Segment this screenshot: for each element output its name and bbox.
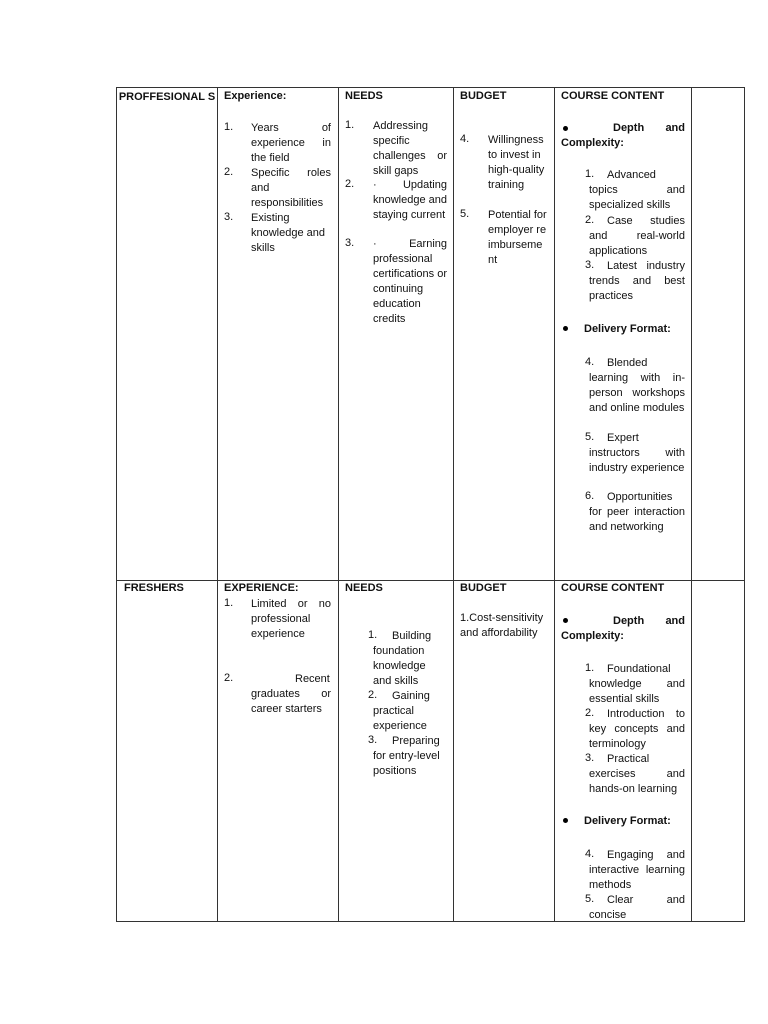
delivery-item: Engaging and interactive learning methods: [589, 849, 685, 891]
item-number: 1.: [224, 597, 234, 609]
depth-complexity-label: Depth and Complexity:: [561, 122, 685, 149]
depth-item: Case studies and real-world applications: [589, 215, 685, 257]
column-divider: [691, 87, 692, 922]
item-number: 1.: [585, 662, 595, 674]
segment-name: FRESHERS: [124, 582, 184, 594]
item-number: 2.: [585, 214, 595, 226]
item-number: 2.: [585, 707, 595, 719]
table-border-left: [116, 87, 117, 922]
delivery-item: Opportunities for peer interaction and networking: [589, 491, 685, 533]
depth-complexity-label: Depth and Complexity:: [561, 615, 685, 642]
needs-item: Gaining practical experience: [373, 690, 430, 732]
experience-item: Limited or no professional experience: [251, 598, 331, 640]
item-number: 5.: [585, 893, 595, 905]
item-number: 3.: [585, 259, 595, 271]
item-number: 2.: [224, 166, 234, 178]
depth-item: Advanced topics and specialized skills: [589, 169, 685, 211]
delivery-item: Blended learning with in-person workshops and online modules: [589, 357, 685, 414]
bullet-icon: [563, 326, 568, 331]
course-content-header: COURSE CONTENT: [561, 582, 665, 594]
course-content-header: COURSE CONTENT: [561, 90, 665, 102]
experience-item: Specific roles and responsibilities: [251, 167, 331, 209]
bullet-icon: [563, 818, 568, 823]
column-divider: [217, 87, 218, 922]
column-divider: [554, 87, 555, 922]
item-number: 6.: [585, 490, 595, 502]
budget-header: BUDGET: [460, 582, 507, 594]
budget-item: Potential for employer reimbursement: [488, 209, 547, 266]
item-number: 2.: [224, 672, 234, 684]
depth-item: Latest industry trends and best practices: [589, 260, 685, 302]
experience-item: Recent graduates or career starters: [251, 673, 331, 715]
item-number: 4.: [585, 356, 595, 368]
column-divider: [453, 87, 454, 922]
needs-item: Addressing specific challenges or skill gaps: [373, 120, 447, 177]
item-number: 1.: [585, 168, 595, 180]
item-number: 2.: [368, 689, 378, 701]
budget-item: Willingness to invest in high-quality training: [488, 134, 545, 191]
item-number: 2.: [345, 178, 355, 190]
delivery-item: Expert instructors with industry experience: [589, 432, 685, 474]
needs-header: NEEDS: [345, 90, 383, 102]
item-number: 4.: [585, 848, 595, 860]
table-row-divider: [116, 580, 745, 581]
item-number: 3.: [224, 211, 234, 223]
experience-header: EXPERIENCE:: [224, 582, 299, 594]
depth-item: Foundational knowledge and essential skills: [589, 663, 685, 705]
experience-item: Existing knowledge and skills: [251, 212, 326, 254]
item-number: 5.: [585, 431, 595, 443]
segment-name: PROFFESIONAL S: [118, 91, 216, 103]
budget-item: 1.Cost-sensitivity and affordability: [460, 612, 544, 639]
experience-header: Experience:: [224, 90, 287, 102]
table-border-right: [744, 87, 745, 922]
delivery-item: Clear and concise: [589, 894, 685, 921]
delivery-format-label: Delivery Format:: [584, 815, 671, 827]
needs-item: · Earning professional certifications or continuing education credits: [373, 238, 447, 325]
item-number: 1.: [345, 119, 355, 131]
table-border-top: [116, 87, 745, 88]
item-number: 1.: [368, 629, 378, 641]
depth-item: Introduction to key concepts and terminology: [589, 708, 685, 750]
item-number: 3.: [345, 237, 355, 249]
item-number: 4.: [460, 133, 470, 145]
item-number: 5.: [460, 208, 470, 220]
depth-item: Practical exercises and hands-on learning: [589, 753, 685, 795]
experience-item: Years of experience in the field: [251, 122, 331, 164]
delivery-format-label: Delivery Format:: [584, 323, 671, 335]
needs-item: · Updating knowledge and staying current: [373, 179, 448, 221]
column-divider: [338, 87, 339, 922]
item-number: 3.: [585, 752, 595, 764]
budget-header: BUDGET: [460, 90, 507, 102]
needs-item: Preparing for entry-level positions: [373, 735, 440, 777]
needs-header: NEEDS: [345, 582, 383, 594]
needs-item: Building foundation knowledge and skills: [373, 630, 432, 687]
item-number: 1.: [224, 121, 234, 133]
item-number: 3.: [368, 734, 378, 746]
